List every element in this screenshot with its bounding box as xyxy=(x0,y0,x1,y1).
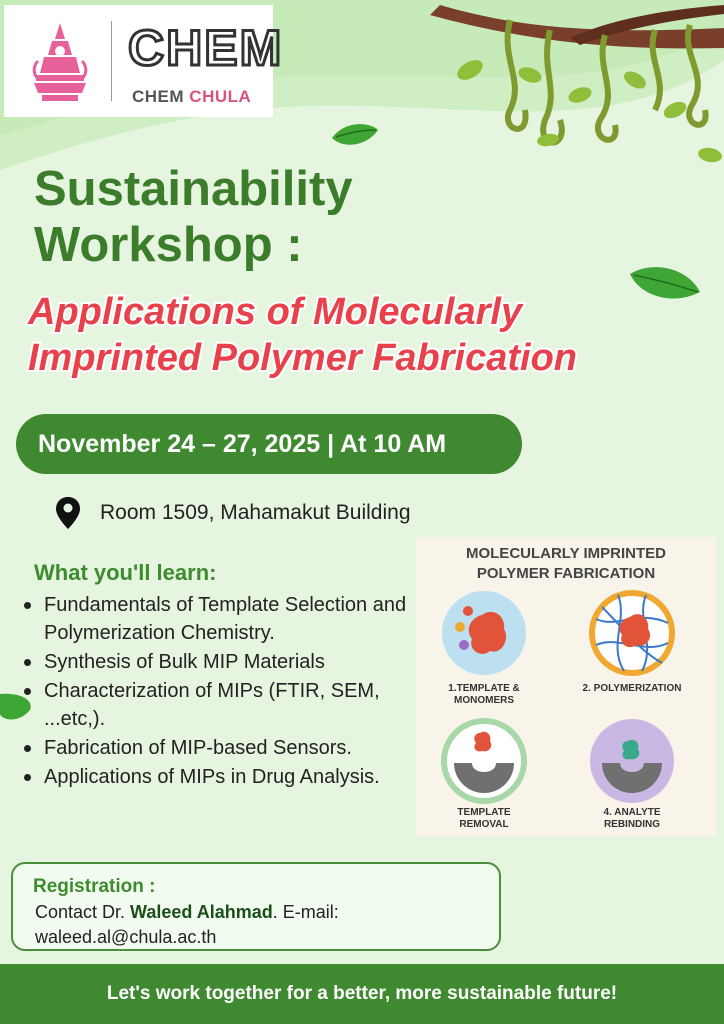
logo-divider xyxy=(111,21,112,101)
branch-vine-illustration xyxy=(430,0,724,170)
list-item: Synthesis of Bulk MIP Materials xyxy=(20,648,415,676)
event-location: Room 1509, Mahamakut Building xyxy=(100,501,411,524)
chem-wordmark-logo xyxy=(126,19,284,79)
svg-text:CHEM: CHEM xyxy=(128,20,284,76)
diagram-title: MOLECULARLY IMPRINTED POLYMER FABRICATION xyxy=(465,545,666,582)
leaf-icon xyxy=(330,120,380,150)
contact-name: Waleed Alahmad xyxy=(130,902,273,922)
registration-box xyxy=(11,862,501,951)
list-item: Applications of MIPs in Drug Analysis. xyxy=(20,763,415,791)
subtitle-line-2: Imprinted Polymer Fabrication xyxy=(28,337,577,379)
contact-email-link[interactable]: waleed.al@chula.ac.th xyxy=(35,927,217,947)
list-item: Characterization of MIPs (FTIR, SEM, ...etc,). xyxy=(20,677,415,733)
date-time-banner: November 24 – 27, 2025 | At 10 AM xyxy=(16,414,522,474)
template-monomers-icon xyxy=(440,589,528,677)
footer-tagline: Let's work together for a better, more sustainable future! xyxy=(0,964,724,1024)
mip-diagram-card xyxy=(416,537,716,837)
step-label: 2. POLYMERIZATION xyxy=(582,683,682,694)
step-label: 1.TEMPLATE & MONOMERS xyxy=(448,683,520,706)
title-line-2: Workshop : xyxy=(34,218,303,272)
template-removal-icon xyxy=(440,717,528,805)
subtitle-line-1: Applications of Molecularly xyxy=(28,291,523,333)
step-label: 4. ANALYTE REBINDING xyxy=(603,807,661,830)
chem-chula-label: CHEM CHULA xyxy=(132,87,252,106)
subtitle xyxy=(24,280,714,380)
registration-contact: Contact Dr. Waleed Alahmad. E-mail: xyxy=(35,902,339,922)
analyte-rebinding-icon xyxy=(588,717,676,805)
learn-heading: What you'll learn: xyxy=(34,560,217,585)
map-pin-icon xyxy=(56,497,80,529)
registration-heading: Registration : xyxy=(33,876,156,897)
polymerization-icon xyxy=(588,589,676,677)
title-line-1: Sustainability xyxy=(34,162,353,216)
step-label: TEMPLATE REMOVAL xyxy=(457,807,511,830)
list-item: Fundamentals of Template Selection and Polymerization Chemistry. xyxy=(20,591,415,647)
logo-box xyxy=(4,5,284,117)
list-item: Fabrication of MIP-based Sensors. xyxy=(20,734,415,762)
chulalongkorn-emblem-icon xyxy=(32,21,88,103)
learn-list xyxy=(20,591,415,792)
